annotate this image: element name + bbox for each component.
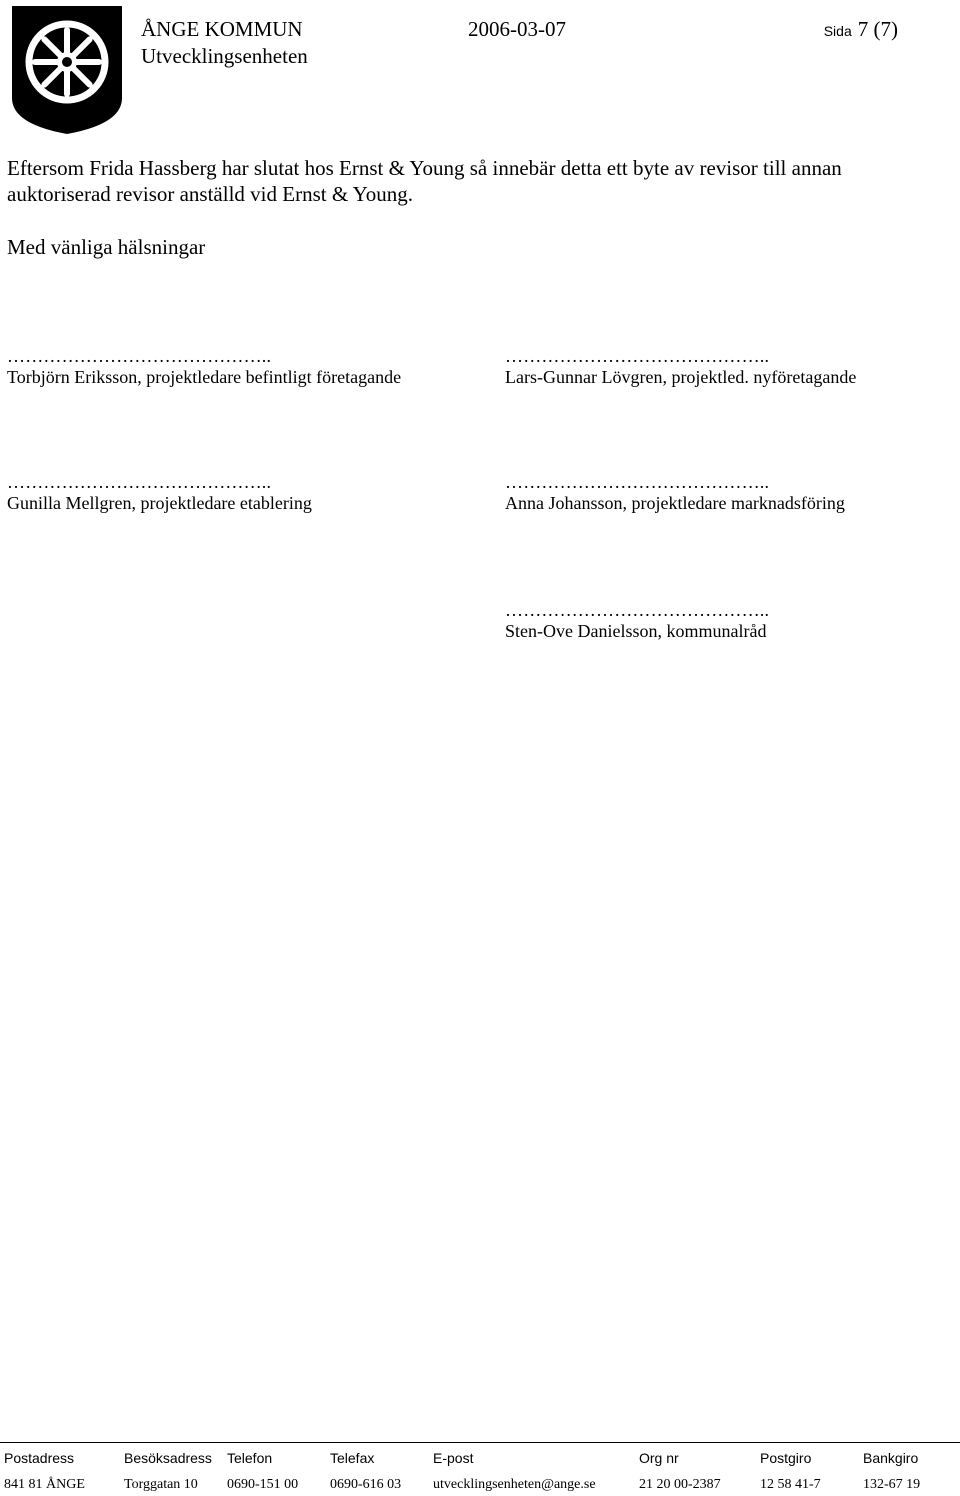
footer-telefon: 0690-151 00 (227, 1477, 299, 1492)
signatory-name: Lars-Gunnar Lövgren, projektled. nyföretagande (505, 367, 857, 387)
footer-epost-link[interactable]: utvecklingsenheten@ange.se (433, 1477, 596, 1492)
footer-label-epost: E-post (433, 1450, 474, 1466)
signature-block (7, 346, 401, 388)
signatory-name: Sten-Ove Danielsson, kommunalråd (505, 621, 767, 641)
signatory-name: Anna Johansson, projektledare marknadsföring (505, 493, 845, 513)
footer-label-postgiro: Postgiro (760, 1450, 812, 1466)
footer-label-postadress: Postadress (4, 1450, 75, 1466)
body-paragraph: Eftersom Frida Hassberg har slutat hos Ernst & Young så innebär detta ett byte av revisor till annan auktoriserad revisor anställd vid Ernst & Young. (7, 156, 842, 206)
signature-block (505, 472, 845, 514)
page-number: 7 (7) (857, 17, 898, 41)
footer-postgiro: 12 58 41-7 (760, 1477, 821, 1492)
footer-besoksadress: Torggatan 10 (124, 1477, 198, 1492)
closing-greeting: Med vänliga hälsningar (7, 235, 206, 259)
footer-label-orgnr: Org nr (639, 1450, 679, 1466)
document-date: 2006-03-07 (468, 17, 566, 41)
signature-line: …………………………………….. (505, 472, 770, 492)
organization-name: ÅNGE KOMMUN (141, 17, 303, 41)
signature-line: …………………………………….. (7, 346, 272, 366)
footer-telefax: 0690-616 03 (330, 1477, 402, 1492)
footer-postadress: 841 81 ÅNGE (4, 1477, 85, 1492)
signature-block (505, 600, 769, 642)
footer-label-bankgiro: Bankgiro (863, 1450, 919, 1466)
footer-label-telefax: Telefax (330, 1450, 375, 1466)
page-label: Sida (823, 23, 852, 39)
signatory-name: Gunilla Mellgren, projektledare etablering (7, 493, 312, 513)
ange-kommun-logo (8, 2, 126, 136)
footer-orgnr: 21 20 00-2387 (639, 1477, 721, 1492)
footer-divider (0, 1442, 960, 1443)
page-indicator (824, 16, 898, 45)
footer-bankgiro: 132-67 19 (863, 1477, 921, 1492)
department-name: Utvecklingsenheten (141, 44, 308, 68)
signatory-name: Torbjörn Eriksson, projektledare befintligt företagande (7, 367, 402, 387)
signature-block (7, 472, 312, 514)
signature-line: …………………………………….. (505, 346, 770, 366)
footer-label-telefon: Telefon (227, 1450, 273, 1466)
footer-label-besoksadress: Besöksadress (124, 1450, 212, 1466)
signature-block (505, 346, 856, 388)
signature-line: …………………………………….. (7, 472, 272, 492)
signature-line: …………………………………….. (505, 600, 770, 620)
letterhead-organization (141, 16, 308, 70)
